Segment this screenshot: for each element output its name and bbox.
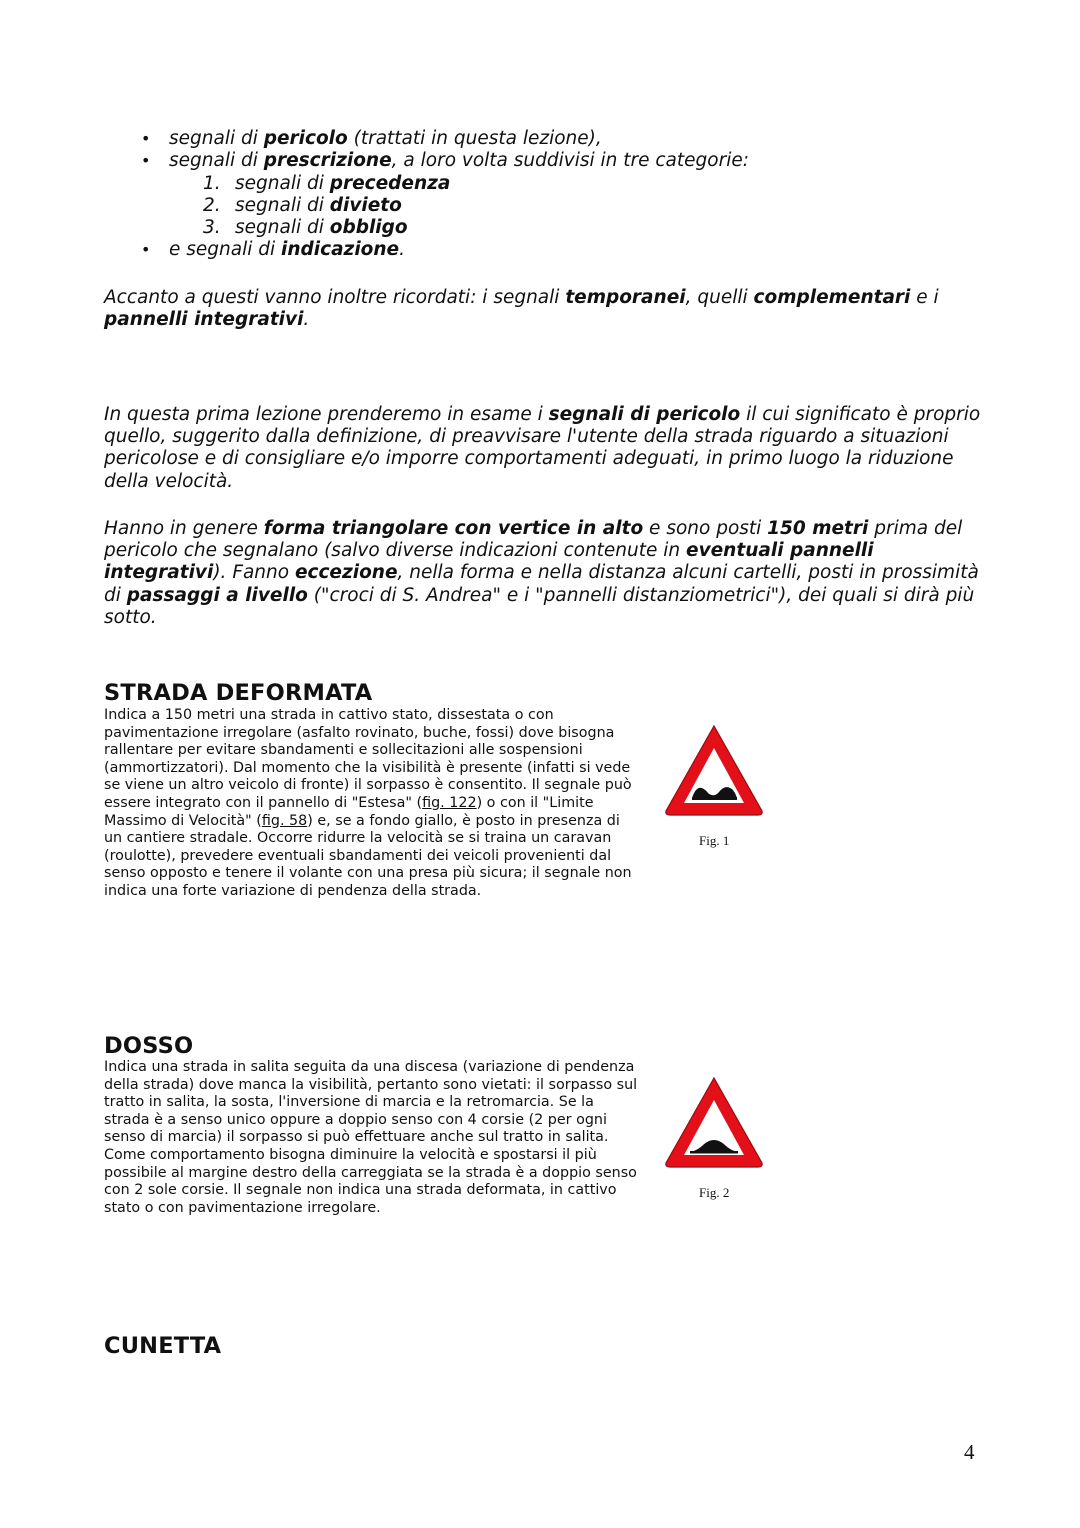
bullet-icon: • (141, 240, 151, 259)
section-title-cunetta: CUNETTA (104, 1333, 222, 1359)
section-title-dosso: DOSSO (104, 1033, 194, 1059)
fig-122-link[interactable]: fig. 122 (422, 794, 477, 811)
fig-58-link[interactable]: fig. 58 (261, 812, 308, 829)
bullet-icon: • (141, 151, 151, 170)
page-number: 4 (964, 1440, 975, 1464)
section-text-dosso: Indica una strada in salita seguita da una discesa (variazione di pendenza della strada) dove manca la visibilità, pertanto sono vietati: il sorpasso sul tratto in salita, la sosta, l'inversione di marcia e la retromarcia. Se la strada è a senso unico oppure a doppio senso con 4 corsie (2 per ogni senso di marcia) il sorpasso si può effettuare anche sul tratto in salita. Come comportamento bisogna diminuire la velocità e spostarsi il più possibile al margine destro della carreggiata se la strada è a doppio senso con 2 sole corsie. Il segnale non indica una strada deformata, in cattivo stato o con pavimentazione irregolare. (104, 1059, 638, 1216)
section-title-strada-deformata: STRADA DEFORMATA (104, 680, 373, 706)
figure-caption: Fig. 2 (699, 1185, 730, 1200)
paragraph-additional-signs: Accanto a questi vanno inoltre ricordati: i segnali temporanei, quelli complementari e i pannelli integrativi. (104, 287, 939, 331)
bullet-icon: • (141, 129, 151, 148)
section-text-strada-deformata: Indica a 150 metri una strada in cattivo stato, dissestata o con pavimentazione irregolare (asfalto rovinato, buche, fossi) dove bisogna rallentare per evitare sbandamenti e sollecitazioni alle sospensioni (ammortizzatori). Dal momento che la visibilità è presente (infatti si vede se viene un altro veicolo di fronte) il sorpasso è consentito. Il segnale può essere integrato con il pannello di "Estesa" (fig. 122) o con il "Limite Massimo di Velocità" (fig. 58) e, se a fondo giallo, è posto in presenza di un cantiere stradale. Occorre ridurre la velocità se si traina un caravan (roulotte), prevedere eventuali sbandamenti dei veicoli provenienti dal senso opposto e tenere il volante con una presa più sicura; il segnale non indica una forte variazione di pendenza della strada. (104, 707, 632, 899)
uneven-road-sign-icon (662, 722, 766, 818)
bump-sign-icon (662, 1074, 766, 1170)
figure-caption: Fig. 1 (699, 833, 730, 848)
paragraph-sign-shape: Hanno in genere forma triangolare con vertice in alto e sono posti 150 metri prima del pericolo che segnalano (salvo diverse indicazioni contenute in eventuali pannelli integrativi). Fanno eccezione, nella forma e nella distanza alcuni cartelli, posti in prossimità di passaggi a livello ("croci di S. Andrea" e i "pannelli distanziometrici"), dei quali si dirà più sotto. (104, 518, 979, 628)
paragraph-danger-signs-intro: In questa prima lezione prenderemo in esame i segnali di pericolo il cui significato è proprio quello, suggerito dalla definizione, di preavvisare l'utente della strada riguardo a situazioni pericolose e di consigliare e/o imporre comportamenti adeguati, in primo luogo la riduzione della velocità. (104, 404, 981, 492)
